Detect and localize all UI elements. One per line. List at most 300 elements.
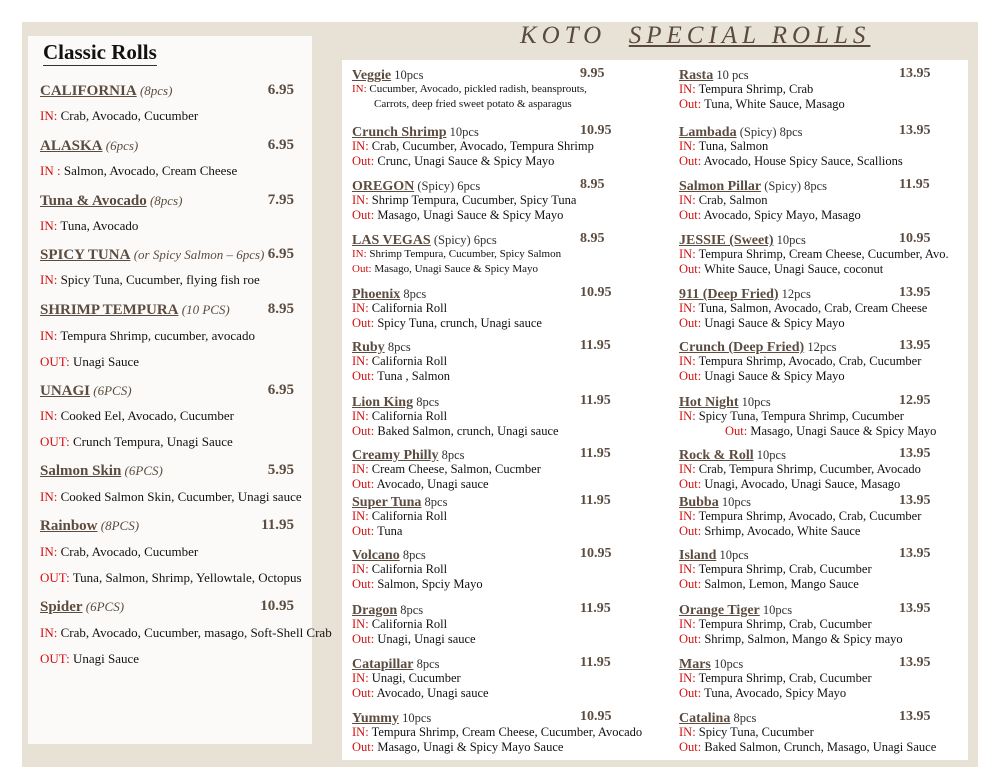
ingredient-text: Shrimp Tempura, Cucumber, Spicy Salmon xyxy=(366,248,562,260)
ingredient-text: Masago, Unagi & Spicy Mayo Sauce xyxy=(374,740,564,754)
ingredient-text: Unagi Sauce xyxy=(69,651,139,666)
ingredient-label: IN: xyxy=(352,193,369,207)
roll-name: SPICY TUNA xyxy=(40,247,131,263)
ingredient-text: Crab, Avocado, Cucumber xyxy=(57,544,199,559)
roll-price: 10.95 xyxy=(580,546,612,561)
ingredient-label: IN: xyxy=(352,83,367,95)
roll-ingredients xyxy=(40,328,255,344)
ingredient-text: Tuna , Salmon xyxy=(374,369,450,383)
ingredient-text: Spicy Tuna, Tempura Shrimp, Cucumber xyxy=(695,409,904,423)
roll-title xyxy=(352,66,642,82)
roll-title xyxy=(352,338,642,354)
roll-price: 10.95 xyxy=(580,123,612,138)
roll-name: Orange Tiger xyxy=(679,603,760,618)
ingredient-label: IN: xyxy=(679,509,696,523)
roll-ingredients xyxy=(679,82,969,97)
roll-ingredients xyxy=(679,369,969,384)
special-roll-item xyxy=(679,66,969,112)
ingredient-text: Unagi, Avocado, Unagi Sauce, Masago xyxy=(701,477,901,491)
ingredient-text: California Roll xyxy=(368,617,448,631)
roll-price: 6.95 xyxy=(267,137,294,153)
ingredient-label: Out: xyxy=(679,740,702,754)
ingredient-text: Tuna, Salmon, Shrimp, Yellowtale, Octopus xyxy=(69,570,302,585)
roll-price: 11.95 xyxy=(580,493,611,508)
ingredient-label: IN: xyxy=(352,462,369,476)
roll-price: 6.95 xyxy=(267,246,294,262)
ingredient-label: Out: xyxy=(679,369,702,383)
roll-price: 5.95 xyxy=(267,462,294,478)
roll-price: 8.95 xyxy=(267,301,294,317)
special-roll-item xyxy=(679,177,969,223)
roll-ingredients xyxy=(679,301,969,316)
roll-ingredients xyxy=(352,686,642,701)
roll-ingredients xyxy=(352,82,642,97)
roll-name: Mars xyxy=(679,657,711,672)
roll-ingredients xyxy=(679,725,969,740)
roll-ingredients xyxy=(352,424,642,439)
roll-ingredients xyxy=(40,544,198,560)
ingredient-text: Cooked Eel, Avocado, Cucumber xyxy=(57,408,235,423)
roll-price: 11.95 xyxy=(899,177,930,192)
roll-title xyxy=(40,301,230,319)
ingredient-label: IN: xyxy=(679,617,696,631)
roll-ingredients xyxy=(679,577,969,592)
roll-title xyxy=(352,123,642,139)
ingredient-text: Salmon, Avocado, Cream Cheese xyxy=(60,163,238,178)
roll-name: Dragon xyxy=(352,603,398,618)
roll-ingredients xyxy=(352,369,642,384)
ingredient-label: Out: xyxy=(679,477,702,491)
roll-ingredients xyxy=(352,409,642,424)
roll-ingredients xyxy=(679,632,969,647)
roll-pieces: (10 PCS) xyxy=(178,302,230,317)
roll-price: 6.95 xyxy=(267,382,294,398)
ingredient-label: IN: xyxy=(40,489,58,504)
roll-title xyxy=(679,709,969,725)
ingredient-label: Out: xyxy=(352,686,375,700)
ingredient-label: IN: xyxy=(40,218,58,233)
ingredient-label: Out: xyxy=(352,477,375,491)
ingredient-label: Out: xyxy=(352,740,375,754)
ingredient-label: Out: xyxy=(679,524,702,538)
roll-pieces: 8pcs xyxy=(413,395,440,409)
ingredient-text: Unagi Sauce & Spicy Mayo xyxy=(701,369,845,383)
roll-pieces: (Spicy) 6pcs xyxy=(430,233,497,247)
roll-name: Salmon Pillar xyxy=(679,179,762,194)
special-roll-item xyxy=(679,338,969,384)
roll-pieces: 10 pcs xyxy=(713,68,749,82)
roll-price: 13.95 xyxy=(899,66,931,81)
roll-name: Lion King xyxy=(352,395,414,410)
roll-name: OREGON xyxy=(352,179,415,194)
roll-title xyxy=(40,82,172,100)
ingredient-label: IN: xyxy=(679,671,696,685)
roll-price: 13.95 xyxy=(899,709,931,724)
roll-pieces: 10pcs xyxy=(759,603,793,617)
ingredient-label: IN: xyxy=(352,301,369,315)
ingredient-text: Unagi Sauce xyxy=(69,354,139,369)
classic-roll-item xyxy=(40,192,300,212)
roll-name: Volcano xyxy=(352,548,400,563)
ingredient-label: OUT: xyxy=(40,434,70,449)
ingredient-label: IN: xyxy=(679,462,696,476)
special-roll-item xyxy=(679,285,969,331)
roll-name: Rasta xyxy=(679,68,714,83)
roll-name: Rock & Roll xyxy=(679,448,754,463)
ingredient-text: Tempura Shrimp, Crab, Cucumber xyxy=(695,617,872,631)
roll-pieces: (8pcs) xyxy=(146,193,183,208)
ingredient-label: IN: xyxy=(352,671,369,685)
roll-price: 13.95 xyxy=(899,655,931,670)
roll-name: CALIFORNIA xyxy=(40,83,137,99)
roll-ingredients xyxy=(352,725,642,740)
roll-ingredients xyxy=(679,462,969,477)
special-roll-item xyxy=(352,709,642,755)
roll-price: 11.95 xyxy=(580,601,611,616)
ingredient-label: IN: xyxy=(679,562,696,576)
classic-roll-item xyxy=(40,598,300,618)
ingredient-text: Srhimp, Avocado, White Sauce xyxy=(701,524,861,538)
ingredient-text: Baked Salmon, Crunch, Masago, Unagi Sauce xyxy=(701,740,937,754)
roll-ingredients xyxy=(40,408,234,424)
ingredient-text: Tuna, Avocado, Spicy Mayo xyxy=(701,686,847,700)
ingredient-label: IN: xyxy=(40,272,58,287)
roll-pieces: (Spicy) 8pcs xyxy=(761,179,828,193)
roll-price: 12.95 xyxy=(899,393,931,408)
ingredient-text: Tempura Shrimp, Avocado, Crab, Cucumber xyxy=(695,509,922,523)
roll-ingredients xyxy=(352,154,642,169)
ingredient-text: Tempura Shrimp, Crab, Cucumber xyxy=(695,562,872,576)
ingredient-text: Masago, Unagi Sauce & Spicy Mayo xyxy=(374,208,564,222)
roll-ingredients xyxy=(679,139,969,154)
ingredient-label: IN: xyxy=(40,108,58,123)
roll-ingredients xyxy=(679,424,969,439)
roll-title xyxy=(679,393,969,409)
roll-title xyxy=(679,546,969,562)
roll-name: Catalina xyxy=(679,711,731,726)
special-roll-item xyxy=(352,66,642,112)
ingredient-label: IN: xyxy=(352,725,369,739)
roll-ingredients xyxy=(352,577,642,592)
roll-price: 11.95 xyxy=(580,655,611,670)
roll-price: 8.95 xyxy=(580,231,605,246)
roll-name: Tuna & Avocado xyxy=(40,193,147,209)
roll-pieces: 10pcs xyxy=(398,711,432,725)
roll-price: 13.95 xyxy=(899,546,931,561)
roll-pieces: 8pcs xyxy=(400,287,427,301)
roll-ingredients xyxy=(352,462,642,477)
roll-ingredients xyxy=(352,301,642,316)
roll-price: 10.95 xyxy=(899,231,931,246)
roll-ingredients xyxy=(352,208,642,223)
ingredient-text: Avocado, Spicy Mayo, Masago xyxy=(701,208,861,222)
ingredient-label: Out: xyxy=(679,686,702,700)
roll-ingredients xyxy=(352,477,642,492)
roll-ingredients xyxy=(679,193,969,208)
special-roll-item xyxy=(352,393,642,439)
roll-ingredients xyxy=(679,247,969,262)
ingredient-text: Masago, Unagi Sauce & Spicy Mayo xyxy=(747,424,937,438)
ingredient-text: California Roll xyxy=(368,409,448,423)
ingredient-label: IN: xyxy=(679,82,696,96)
ingredient-label: Out: xyxy=(679,262,702,276)
ingredient-text: Carrots, deep fried sweet potato & asparagus xyxy=(374,98,572,110)
roll-price: 11.95 xyxy=(580,446,611,461)
roll-pieces: 12pcs xyxy=(778,287,811,301)
roll-ingredients xyxy=(679,316,969,331)
ingredient-label: IN: xyxy=(352,409,369,423)
ingredient-label: Out: xyxy=(679,97,702,111)
special-title-main: SPECIAL ROLLS xyxy=(628,22,871,49)
roll-price: 7.95 xyxy=(267,192,294,208)
roll-name: Veggie xyxy=(352,68,392,83)
ingredient-text: Baked Salmon, crunch, Unagi sauce xyxy=(374,424,559,438)
special-roll-item xyxy=(679,601,969,647)
roll-ingredients xyxy=(352,632,642,647)
roll-ingredients xyxy=(679,671,969,686)
roll-title xyxy=(679,231,969,247)
roll-ingredients xyxy=(352,509,642,524)
classic-roll-item xyxy=(40,382,300,402)
roll-price: 10.95 xyxy=(580,285,612,300)
roll-ingredients xyxy=(679,262,969,277)
ingredient-label: Out: xyxy=(679,208,702,222)
special-roll-item xyxy=(352,231,642,277)
special-roll-item xyxy=(679,393,969,439)
ingredient-text: Tempura Shrimp, Crab xyxy=(695,82,814,96)
roll-price: 11.95 xyxy=(261,517,294,533)
roll-ingredients xyxy=(352,617,642,632)
roll-title xyxy=(352,546,642,562)
ingredient-text: Tempura Shrimp, Cream Cheese, Cucumber, Avocado xyxy=(368,725,643,739)
special-roll-item xyxy=(352,123,642,169)
roll-name: Spider xyxy=(40,599,83,615)
ingredient-label: IN: xyxy=(352,509,369,523)
special-roll-item xyxy=(679,493,969,539)
ingredient-text: Tuna, Salmon, Avocado, Crab, Cream Cheese xyxy=(695,301,928,315)
roll-pieces: (or Spicy Salmon – 6pcs) xyxy=(130,247,265,262)
roll-name: Crunch Shrimp xyxy=(352,125,447,140)
roll-name: Bubba xyxy=(679,495,719,510)
roll-title xyxy=(679,655,969,671)
special-roll-item xyxy=(352,338,642,384)
ingredient-label: IN: xyxy=(40,544,58,559)
ingredient-text: Salmon, Spciy Mayo xyxy=(374,577,483,591)
roll-ingredients xyxy=(679,208,969,223)
roll-pieces: (6PCS) xyxy=(121,463,163,478)
roll-ingredients xyxy=(352,316,642,331)
roll-price: 13.95 xyxy=(899,338,931,353)
roll-pieces: 10pcs xyxy=(753,448,786,462)
roll-ingredients xyxy=(679,509,969,524)
special-roll-item xyxy=(352,546,642,592)
roll-title xyxy=(679,66,969,82)
roll-price: 8.95 xyxy=(580,177,605,192)
ingredient-label: Out: xyxy=(679,632,702,646)
roll-ingredients xyxy=(679,409,969,424)
ingredient-text: Tempura Shrimp, cucumber, avocado xyxy=(57,328,255,343)
roll-pieces: (6pcs) xyxy=(102,138,139,153)
ingredient-text: Spicy Tuna, Cucumber, flying fish roe xyxy=(57,272,260,287)
ingredient-text: Salmon, Lemon, Mango Sauce xyxy=(701,577,859,591)
roll-pieces: (8PCS) xyxy=(97,518,140,533)
special-roll-item xyxy=(352,601,642,647)
roll-ingredients xyxy=(40,272,260,288)
roll-pieces: (Spicy) 8pcs xyxy=(736,125,803,139)
ingredient-text: Tuna, Salmon xyxy=(695,139,769,153)
ingredient-label: IN: xyxy=(679,725,696,739)
ingredient-label: IN: xyxy=(352,139,369,153)
special-roll-item xyxy=(679,655,969,701)
classic-roll-item xyxy=(40,301,300,321)
roll-ingredients xyxy=(679,740,969,755)
ingredient-label: IN: xyxy=(679,247,696,261)
roll-ingredients xyxy=(679,562,969,577)
roll-price: 9.95 xyxy=(580,66,605,81)
roll-pieces: 10pcs xyxy=(716,548,749,562)
ingredient-label: Out: xyxy=(725,424,748,438)
roll-name: Catapillar xyxy=(352,657,414,672)
ingredient-label: IN: xyxy=(352,617,369,631)
ingredient-text: Crab, Salmon xyxy=(695,193,768,207)
ingredient-label: Out: xyxy=(352,424,375,438)
classic-roll-item xyxy=(40,137,300,157)
roll-title xyxy=(679,177,969,193)
roll-name: Lambada xyxy=(679,125,737,140)
roll-ingredients xyxy=(679,97,969,112)
ingredient-text: Tempura Shrimp, Crab, Cucumber xyxy=(695,671,872,685)
roll-pieces: 10pcs xyxy=(738,395,771,409)
ingredient-text: Crab, Avocado, Cucumber, masago, Soft-Shell Crab xyxy=(57,625,332,640)
roll-ingredients xyxy=(40,651,139,667)
roll-pieces: 10pcs xyxy=(718,495,751,509)
ingredient-label: OUT: xyxy=(40,651,70,666)
roll-price: 13.95 xyxy=(899,123,931,138)
ingredient-text: Cream Cheese, Salmon, Cucmber xyxy=(368,462,541,476)
ingredient-text: Avocado, Unagi sauce xyxy=(374,477,489,491)
roll-ingredients xyxy=(40,625,332,641)
roll-title xyxy=(679,493,969,509)
ingredient-text: Shrimp Tempura, Cucumber, Spicy Tuna xyxy=(368,193,577,207)
roll-pieces: 10pcs xyxy=(710,657,744,671)
roll-pieces: 8pcs xyxy=(399,548,426,562)
roll-title xyxy=(40,192,182,210)
ingredient-text: Avocado, Unagi sauce xyxy=(374,686,489,700)
roll-name: Island xyxy=(679,548,717,563)
roll-ingredients xyxy=(352,97,642,112)
roll-ingredients xyxy=(40,354,139,370)
roll-ingredients xyxy=(40,434,233,450)
roll-ingredients xyxy=(679,477,969,492)
roll-name: Rainbow xyxy=(40,518,98,534)
ingredient-text: Spicy Tuna, crunch, Unagi sauce xyxy=(374,316,542,330)
ingredient-text: Spicy Tuna, Cucumber xyxy=(695,725,814,739)
roll-title xyxy=(40,137,138,155)
ingredient-text: Cucumber, Avocado, pickled radish, beansprouts, xyxy=(366,83,587,95)
ingredient-label: Out: xyxy=(352,154,375,168)
ingredient-text: California Roll xyxy=(368,301,448,315)
ingredient-text: California Roll xyxy=(368,354,448,368)
roll-name: UNAGI xyxy=(40,383,91,399)
roll-title xyxy=(352,393,642,409)
roll-title xyxy=(679,338,969,354)
roll-name: JESSIE (Sweet) xyxy=(679,233,774,248)
roll-ingredients xyxy=(679,686,969,701)
roll-pieces: (6PCS) xyxy=(82,599,125,614)
roll-price: 13.95 xyxy=(899,285,931,300)
ingredient-label: IN: xyxy=(40,625,58,640)
ingredient-text: Crab, Cucumber, Avocado, Tempura Shrimp xyxy=(368,139,594,153)
roll-name: Phoenix xyxy=(352,287,401,302)
roll-price: 13.95 xyxy=(899,493,931,508)
roll-price: 11.95 xyxy=(580,338,611,353)
roll-ingredients xyxy=(352,524,642,539)
ingredient-text: California Roll xyxy=(368,509,448,523)
roll-price: 10.95 xyxy=(580,709,612,724)
roll-price: 6.95 xyxy=(267,82,294,98)
special-roll-item xyxy=(679,709,969,755)
ingredient-text: Unagi Sauce & Spicy Mayo xyxy=(701,316,845,330)
ingredient-label: IN: xyxy=(679,193,696,207)
roll-ingredients xyxy=(352,139,642,154)
roll-price: 10.95 xyxy=(260,598,294,614)
roll-ingredients xyxy=(352,740,642,755)
special-roll-item xyxy=(679,446,969,492)
roll-name: Crunch (Deep Fried) xyxy=(679,340,805,355)
roll-pieces: (6PCS) xyxy=(90,383,132,398)
roll-pieces: 8pcs xyxy=(397,603,424,617)
roll-name: Yummy xyxy=(352,711,399,726)
ingredient-label: Out: xyxy=(679,154,702,168)
roll-pieces: 10pcs xyxy=(391,68,424,82)
ingredient-label: Out: xyxy=(352,524,375,538)
roll-name: Ruby xyxy=(352,340,385,355)
roll-ingredients xyxy=(679,524,969,539)
roll-title xyxy=(40,462,163,480)
ingredient-label: IN: xyxy=(679,354,696,368)
roll-ingredients xyxy=(352,193,642,208)
ingredient-text: Unagi, Unagi sauce xyxy=(374,632,476,646)
roll-ingredients xyxy=(40,218,138,234)
roll-title xyxy=(352,285,642,301)
special-roll-item xyxy=(352,446,642,492)
roll-title xyxy=(40,382,132,400)
classic-roll-item xyxy=(40,517,300,537)
ingredient-label: Out: xyxy=(679,577,702,591)
roll-name: SHRIMP TEMPURA xyxy=(40,302,179,318)
special-roll-item xyxy=(352,177,642,223)
classic-roll-item xyxy=(40,246,300,266)
roll-name: 911 (Deep Fried) xyxy=(679,287,779,302)
roll-pieces: 8pcs xyxy=(421,495,448,509)
roll-title xyxy=(352,446,642,462)
special-roll-item xyxy=(679,231,969,277)
roll-ingredients xyxy=(679,617,969,632)
roll-ingredients xyxy=(40,108,198,124)
roll-name: Hot Night xyxy=(679,395,739,410)
ingredient-label: Out: xyxy=(352,263,372,275)
special-roll-item xyxy=(352,493,642,539)
roll-title xyxy=(679,123,969,139)
roll-pieces: 8pcs xyxy=(730,711,757,725)
ingredient-text: White Sauce, Unagi Sauce, coconut xyxy=(701,262,884,276)
ingredient-text: Unagi, Cucumber xyxy=(368,671,461,685)
roll-name: Super Tuna xyxy=(352,495,422,510)
ingredient-text: Tuna, White Sauce, Masago xyxy=(701,97,845,111)
ingredient-label: Out: xyxy=(352,369,375,383)
ingredient-text: Crunc, Unagi Sauce & Spicy Mayo xyxy=(374,154,555,168)
roll-title xyxy=(679,601,969,617)
